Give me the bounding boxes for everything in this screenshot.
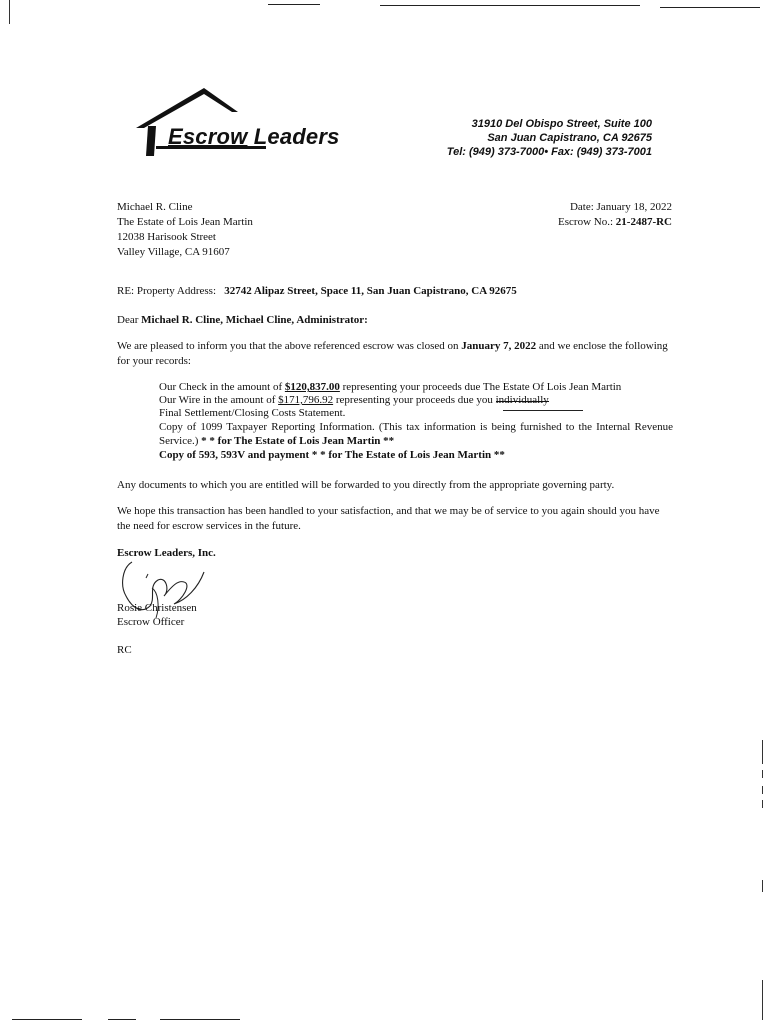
intro-text-start: We are pleased to inform you that the above referenced escrow was closed on [117,340,459,352]
hope-paragraph: We hope this transaction has been handled to your satisfaction, and that we may be of service to you again should you have the need for escrow services in the future. [117,505,660,532]
settlement-statement: Final Settlement/Closing Costs Statement. [159,407,346,419]
enclosure-check [159,380,673,394]
documents-paragraph: Any documents to which you are entitled will be forwarded to you directly from the appropriate governing party. [117,479,615,491]
tax-info-estate: * * for The Estate of Lois Jean Martin ** [201,435,395,447]
salutation-prefix: Dear [117,314,139,326]
recipient-city: Valley Village, CA 91607 [117,246,230,258]
intro-text-end: and we enclose the following for your records: [117,340,668,367]
escrow-number: 21-2487-RC [615,216,672,228]
address-phone-fax: Tel: (949) 373-7000• Fax: (949) 373-7001 [446,146,652,158]
signer-title: Escrow Officer [117,616,185,628]
date-line [558,200,672,215]
salutation-names: Michael R. Cline, Michael Cline, Administrator: [141,314,368,326]
recipient-street: 12038 Harisook Street [117,231,216,243]
scan-edge-mark [762,740,763,764]
wire-amount: $171,796.92 [278,394,334,406]
check-amount: $120,837.00 [284,381,340,393]
escrow-label: Escrow No.: [558,216,614,228]
closing-date: January 7, 2022 [461,340,537,352]
scan-edge-mark [762,880,763,892]
initials: RC [117,644,132,656]
signer-name: Rosie Christensen [117,602,197,614]
address-street: 31910 Del Obispo Street, Suite 100 [471,118,652,130]
enclosure-593: Copy of 593, 593V and payment * * for The Estate of Lois Jean Martin ** [159,449,505,461]
scan-edge-mark [268,4,320,5]
check-suffix: representing your proceeds due The Estate Of Lois Jean Martin [342,381,622,393]
scan-edge-mark [762,980,763,1020]
enclosure-settlement [159,406,673,420]
company-address [447,117,652,159]
recipient-block [117,200,253,260]
scan-edge-mark [762,800,763,808]
logo-word-escrow: Escrow [168,124,248,149]
wire-suffix: representing your proceeds due you [335,394,493,406]
salutation [117,313,673,328]
date-label: Date: [569,201,594,213]
scan-edge-mark [12,1019,82,1020]
signature-company: Escrow Leaders, Inc. [117,547,216,559]
wire-struck-word: individually [495,394,549,406]
re-property-line [117,284,673,299]
recipient-estate: The Estate of Lois Jean Martin [117,216,253,228]
wire-prefix: Our Wire in the amount of [159,394,276,406]
enclosure-wire [159,393,673,407]
logo-word-leaders: Leaders [253,124,340,149]
scan-edge-mark [9,0,10,24]
scan-edge-mark [762,770,763,778]
escrow-number-line [558,215,672,230]
date-value: January 18, 2022 [596,201,672,213]
enclosure-1099 [159,420,673,448]
recipient-name: Michael R. Cline [117,201,193,213]
intro-paragraph [117,339,673,369]
scan-edge-mark [380,5,640,6]
re-label: RE: Property Address: [117,285,216,297]
check-prefix: Our Check in the amount of [159,381,283,393]
logo-wordmark [168,124,340,150]
tax-info-text: Copy of 1099 Taxpayer Reporting Information. (This tax information is being furnished to the Internal Revenue Service.) [159,421,673,447]
address-city: San Juan Capistrano, CA 92675 [487,132,652,144]
property-address: 32742 Alipaz Street, Space 11, San Juan Capistrano, CA 92675 [224,285,517,297]
scan-edge-mark [160,1019,240,1020]
scan-edge-mark [660,7,760,8]
scan-edge-mark [762,786,763,794]
date-escrow-block [558,200,672,230]
scan-edge-mark [108,1019,136,1020]
